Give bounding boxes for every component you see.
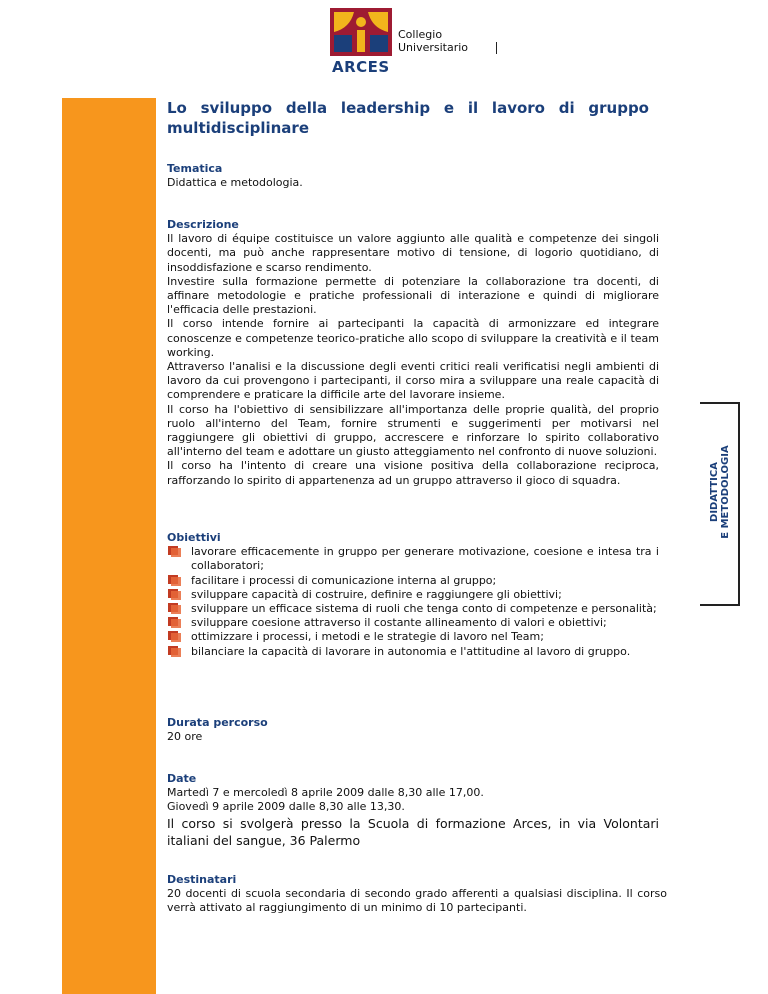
side-label	[690, 432, 750, 552]
durata-text: 20 ore	[167, 730, 203, 744]
logo-separator	[496, 42, 497, 54]
side-label-line-1: DIDATTICA	[709, 462, 720, 522]
logo-caption	[398, 28, 468, 54]
arces-logo-mark	[330, 8, 392, 56]
list-item	[167, 645, 659, 659]
side-label-text	[709, 445, 731, 538]
side-label-line-2: E METODOLOGIA	[720, 445, 731, 539]
descrizione-paragraph: Il corso intende fornire ai partecipanti la capacità di armonizzare ed integrare conoscenze e competenze teorico-pratiche allo scopo di sviluppare la creatività e il team working.	[167, 317, 659, 359]
date-line-2: Giovedì 9 aprile 2009 dalle 8,30 alle 13,30.	[167, 800, 405, 814]
section-destinatari	[167, 873, 667, 916]
bullet-icon	[168, 575, 181, 586]
list-item	[167, 630, 659, 644]
obiettivo-text: facilitare i processi di comunicazione interna al gruppo;	[191, 573, 497, 587]
descrizione-paragraph: Il corso ha l'intento di creare una visione positiva della collaborazione reciproca, rafforzando lo spirito di appartenenza ad un gruppo attraverso il gioco di squadra.	[167, 459, 659, 487]
durata-heading: Durata percorso	[167, 716, 268, 729]
section-durata	[167, 716, 659, 744]
obiettivo-text: bilanciare la capacità di lavorare in autonomia e l'attitudine al lavoro di gruppo.	[191, 644, 631, 658]
obiettivo-text: sviluppare capacità di costruire, definire e raggiungere gli obiettivi;	[191, 587, 562, 601]
page-title: Lo sviluppo della leadership e il lavoro di gruppo multidisciplinare	[167, 99, 649, 137]
obiettivo-text: sviluppare coesione attraverso il costante allineamento di valori e obiettivi;	[191, 616, 607, 630]
obiettivo-text: sviluppare un efficace sistema di ruoli che tenga conto di competenze e personalità;	[191, 602, 657, 616]
bullet-icon	[168, 646, 181, 657]
section-tematica	[167, 162, 659, 190]
bullet-icon	[168, 631, 181, 642]
bullet-icon	[168, 546, 181, 557]
bullet-icon	[168, 617, 181, 628]
date-line-1: Martedì 7 e mercoledì 8 aprile 2009 dalle 8,30 alle 17,00.	[167, 786, 484, 800]
tematica-text: Didattica e metodologia.	[167, 176, 303, 190]
descrizione-heading: Descrizione	[167, 218, 239, 231]
section-obiettivi	[167, 531, 659, 659]
tematica-heading: Tematica	[167, 162, 223, 175]
list-item	[167, 616, 659, 630]
descrizione-paragraph: Investire sulla formazione permette di potenziare la collaborazione tra docenti, di affinare metodologie e pratiche professionali di interazione e quindi di migliorare l'efficacia delle prestazioni.	[167, 274, 659, 317]
arces-logo	[330, 8, 480, 80]
descrizione-paragraph: Il corso ha l'obiettivo di sensibilizzare all'importanza delle proprie qualità, del proprio ruolo all'interno del Team, fornire strumenti e suggerimenti per motivarsi nel raggiungere gli obiettivi di gruppo, accrescere e rinforzare lo spirito collaborativo all'interno del team e adottare un giusto atteggiamento nel confronto di nuove soluzioni.	[167, 402, 659, 459]
list-item	[167, 602, 659, 616]
obiettivi-heading: Obiettivi	[167, 531, 221, 544]
orange-side-bar	[62, 98, 156, 994]
list-item	[167, 588, 659, 602]
list-item	[167, 545, 659, 573]
obiettivo-text: ottimizzare i processi, i metodi e le strategie di lavoro nel Team;	[191, 630, 544, 644]
bullet-icon	[168, 603, 181, 614]
section-date	[167, 772, 659, 849]
bullet-icon	[168, 589, 181, 600]
list-item	[167, 574, 659, 588]
logo-line-1: Collegio	[398, 28, 443, 41]
date-location: Il corso si svolgerà presso la Scuola di formazione Arces, in via Volontari italiani del sangue, 36 Palermo	[167, 815, 659, 848]
descrizione-paragraph: Il lavoro di équipe costituisce un valore aggiunto alle qualità e competenze dei singoli docenti, ma può anche rappresentare motivo di tensione, di logorio quotidiano, di insoddisfazione e scarso rendimento.	[167, 232, 659, 274]
logo-line-2: Universitario	[398, 41, 469, 54]
logo-name: ARCES	[332, 58, 390, 76]
date-heading: Date	[167, 772, 197, 785]
obiettivi-list	[167, 545, 659, 659]
descrizione-paragraph: Attraverso l'analisi e la discussione degli eventi critici reali verificatisi negli ambienti di lavoro da cui provengono i partecipanti, il corso mira a sviluppare una reale capacità di comprendere e praticare la difficile arte del lavorare insieme.	[167, 360, 659, 402]
destinatari-text: 20 docenti di scuola secondaria di secondo grado afferenti a qualsiasi disciplina. Il corso verrà attivato al raggiungimento di un minimo di 10 partecipanti.	[167, 887, 667, 915]
destinatari-heading: Destinatari	[167, 873, 237, 886]
obiettivo-text: lavorare efficacemente in gruppo per generare motivazione, coesione e intesa tra i collaboratori;	[191, 545, 659, 573]
section-descrizione	[167, 218, 659, 488]
